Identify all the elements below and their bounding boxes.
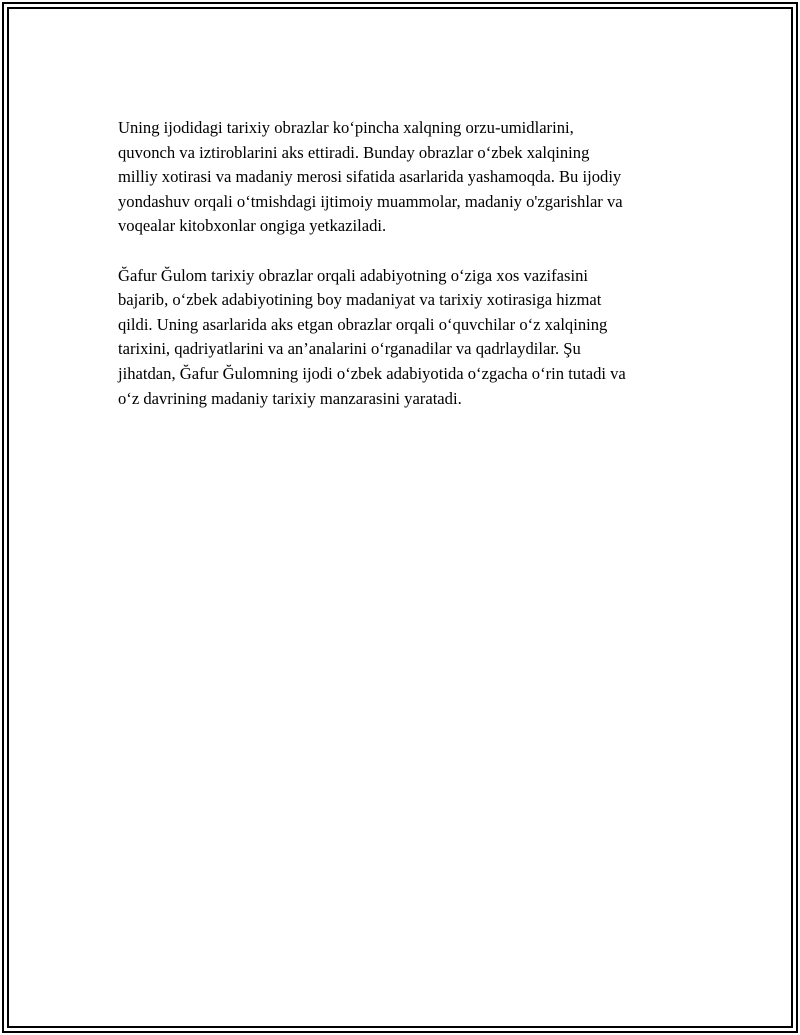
text-line: quvonch va iztiroblarini aks ettiradi. Bunday obrazlar o‘zbek xalqining [118, 142, 590, 162]
text-line: qildi. Uning asarlarida aks etgan obrazlar orqali o‘quvchilar o‘z xalqining [118, 314, 608, 334]
paragraph-1 [118, 116, 698, 239]
text-line: jihatdan, Ğafur Ğulomning ijodi o‘zbek adabiyotida o‘zgacha o‘rin tutadi va [118, 363, 626, 383]
text-line: Ğafur Ğulom tarixiy obrazlar orqali adabiyotning o‘ziga xos vazifasini [118, 265, 589, 285]
paragraph-2 [118, 264, 698, 412]
text-line: o‘z davrining madaniy tarixiy manzarasini yaratadi. [118, 388, 462, 408]
text-line: yondashuv orqali o‘tmishdagi ijtimoiy muammolar, madaniy o'zgarishlar va [118, 191, 623, 211]
text-line: Uning ijodidagi tarixiy obrazlar ko‘pincha xalqning orzu-umidlarini, [118, 118, 574, 137]
text-line: voqealar kitobxonlar ongiga yetkaziladi. [118, 216, 387, 236]
document-body [118, 116, 698, 411]
text-line: tarixini, qadriyatlarini va an’analarini o‘rganadilar va qadrlaydilar. Şu [118, 339, 581, 359]
text-line: milliy xotirasi va madaniy merosi sifatida asarlarida yashamoqda. Bu ijodiy [118, 167, 622, 187]
text-line: bajarib, o‘zbek adabiyotining boy madaniyat va tarixiy xotirasiga hizmat [118, 290, 602, 310]
